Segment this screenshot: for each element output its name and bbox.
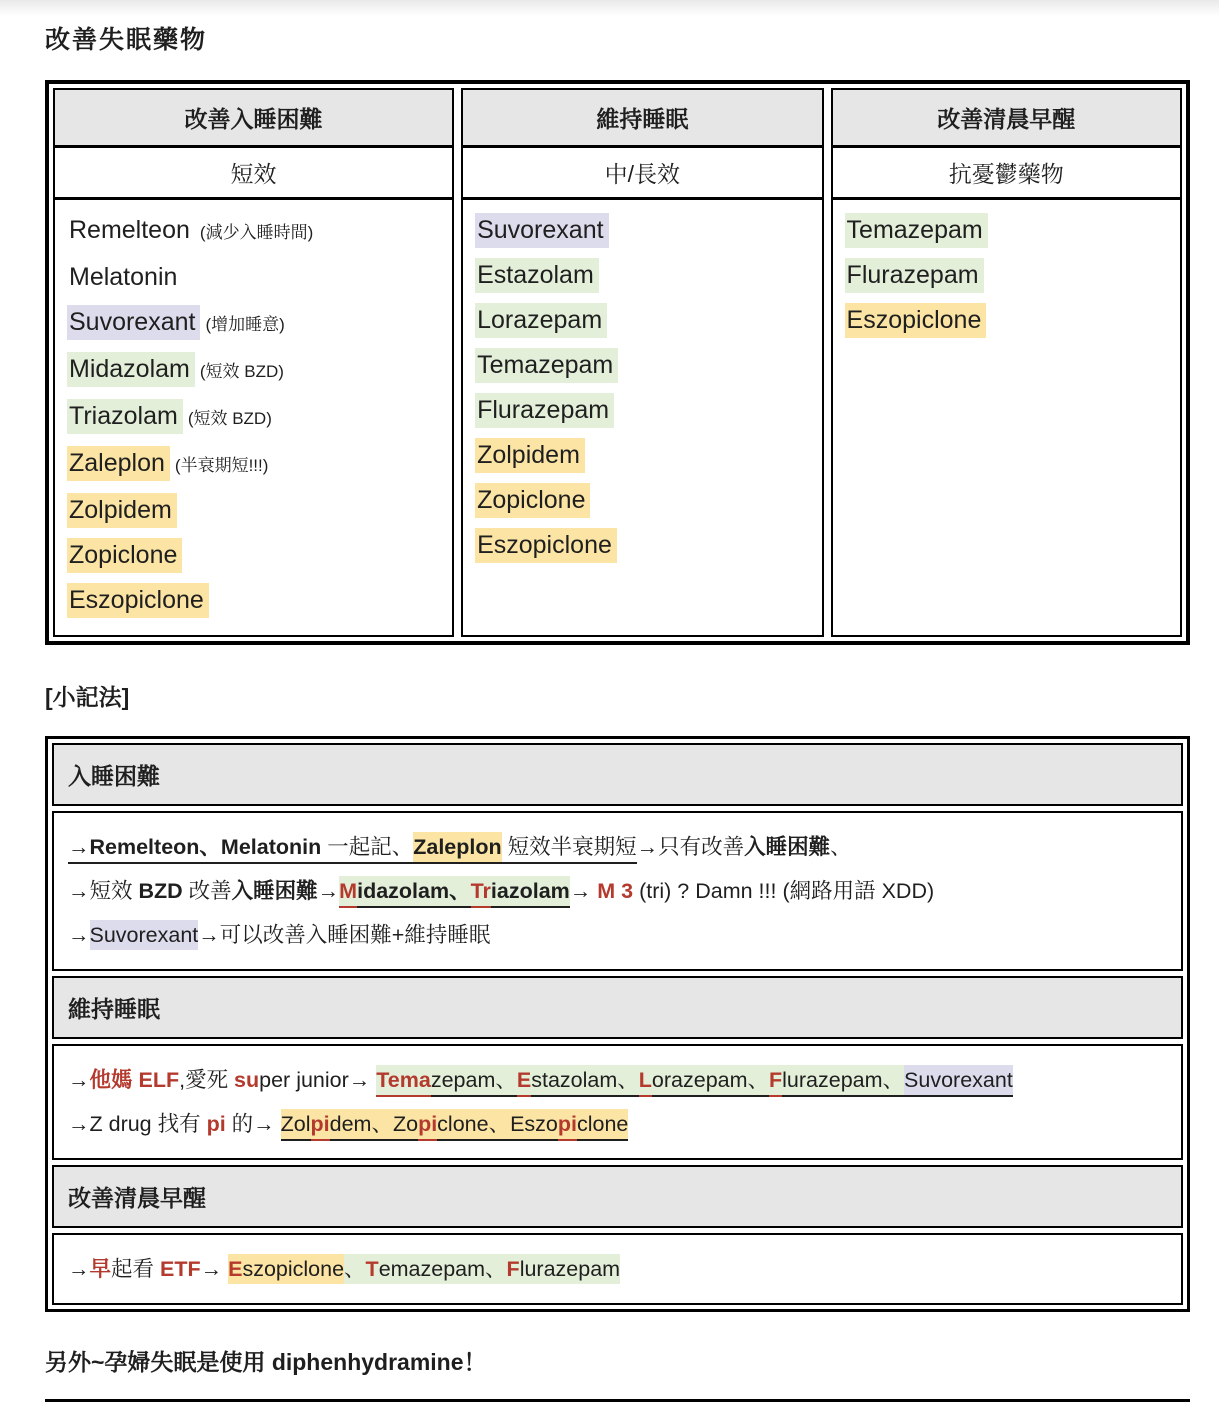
mnemonic-segment: F	[507, 1254, 520, 1284]
drug-item	[475, 523, 809, 568]
drug-name: Triazolam	[67, 399, 183, 434]
drug-name: Eszopiclone	[845, 303, 987, 338]
column-subheader: 中/長效	[463, 148, 821, 200]
drug-item	[67, 441, 440, 488]
drug-note: (半衰期短!!!)	[174, 456, 269, 475]
drug-name: Eszopiclone	[67, 583, 209, 618]
mnemonic-segment: Suvorexant	[90, 920, 199, 950]
drug-item	[845, 253, 1168, 298]
drug-name: Temazepam	[475, 348, 618, 383]
drug-column	[831, 88, 1182, 637]
mnemonic-segment: M 3	[597, 879, 634, 903]
mnemonic-segment: szopiclone	[242, 1254, 344, 1284]
mnemonic-segment: emazepam、	[379, 1254, 507, 1284]
mnemonic-segment: →	[317, 879, 340, 903]
drug-item	[67, 208, 440, 255]
mnemonic-segment: Remelteon、Melatonin	[90, 835, 322, 864]
drug-name: Zaleplon	[67, 446, 170, 481]
page-title: 改善失眠藥物	[45, 26, 208, 54]
mnemonic-line	[68, 1102, 1167, 1146]
drug-note: (增加睡意)	[205, 315, 285, 334]
mnemonic-segment: orazepam、	[652, 1065, 769, 1097]
mnemonic-segment: Tr	[471, 876, 491, 908]
drug-table	[45, 80, 1190, 645]
column-body	[833, 200, 1180, 635]
page-top-fade	[0, 0, 1219, 16]
mnemonic-segment: ETF	[160, 1257, 201, 1281]
mnemonic-segment: pi	[206, 1112, 226, 1136]
document-page	[0, 20, 1219, 1402]
drug-item	[475, 433, 809, 478]
drug-name: Zolpidem	[67, 493, 177, 528]
mnemonic-segment: L	[639, 1065, 652, 1097]
drug-item	[67, 533, 440, 578]
mnemonic-segment: Suvorexant	[904, 1065, 1013, 1097]
mnemonic-segment: clone、Eszo	[437, 1109, 558, 1141]
mnemonic-segment: 起看	[111, 1257, 160, 1281]
column-body	[463, 200, 821, 635]
drug-name: Zopiclone	[67, 538, 182, 573]
mnemonic-segment: →只有改善	[636, 835, 745, 859]
drug-column	[461, 88, 823, 637]
mnemonic-segment: Zol	[281, 1109, 311, 1141]
mnemonic-segment: dem、Zo	[330, 1109, 418, 1141]
mnemonic-section-content	[52, 1233, 1183, 1305]
mnemonic-segment: 、	[344, 1254, 366, 1284]
mnemonic-segment: Zaleplon	[413, 832, 501, 864]
mnemonic-segment: lurazepam	[520, 1254, 620, 1284]
mnemonic-segment: 入睡困難	[744, 835, 831, 859]
drug-name: Zopiclone	[475, 483, 590, 518]
drug-item	[475, 298, 809, 343]
drug-item	[475, 253, 809, 298]
mnemonic-segment: 入睡困難	[231, 879, 318, 903]
drug-name: Lorazepam	[475, 303, 607, 338]
mnemonic-segment: →	[68, 835, 90, 864]
drug-name: Midazolam	[67, 352, 195, 387]
column-subheader: 短效	[55, 148, 452, 200]
mnemonic-segment: →	[200, 1257, 229, 1281]
column-header: 改善入睡困難	[55, 90, 452, 148]
drug-item	[67, 255, 440, 300]
mnemonic-segment: →	[68, 1068, 90, 1092]
drug-name: Temazepam	[845, 213, 988, 248]
drug-name: Flurazepam	[845, 258, 984, 293]
drug-item	[67, 578, 440, 623]
mnemonic-segment: (tri) ? Damn !!! (網路用語 XDD)	[633, 879, 935, 903]
drug-item	[67, 394, 440, 441]
drug-item	[845, 298, 1168, 343]
mnemonic-segment: 短效半衰期短	[502, 835, 637, 864]
drug-item	[845, 208, 1168, 253]
mnemonic-segment: pi	[311, 1109, 330, 1141]
mnemonic-segment: 早	[89, 1257, 112, 1281]
mnemonic-segment: →Z drug 找有	[68, 1112, 207, 1136]
drug-item	[475, 343, 809, 388]
mnemonic-segment: M	[339, 876, 357, 908]
mnemonic-line	[68, 1247, 1167, 1291]
mnemonic-segment: su	[234, 1068, 260, 1092]
drug-name: Remelteon	[69, 216, 190, 244]
mnemonic-segment: BZD	[138, 879, 183, 903]
mnemonic-segment: F	[769, 1065, 782, 1097]
drug-item	[475, 388, 809, 433]
mnemonic-segment: per junior→	[259, 1068, 377, 1092]
column-body	[55, 200, 452, 635]
mnemonic-box	[45, 736, 1190, 1312]
drug-name: Melatonin	[69, 263, 178, 291]
mnemonic-segment: →	[569, 879, 598, 903]
drug-note: (減少入睡時間)	[199, 223, 314, 242]
mnemonic-segment: zepam、	[431, 1065, 517, 1097]
drug-item	[475, 478, 809, 523]
mnemonic-segment: clone	[577, 1109, 628, 1141]
mnemonic-segment: 改善	[182, 879, 232, 903]
drug-column	[53, 88, 454, 637]
drug-name: Zolpidem	[475, 438, 585, 473]
mnemonic-segment: lurazepam、	[782, 1065, 904, 1097]
drug-name: Suvorexant	[475, 213, 608, 248]
drug-note: (短效 BZD)	[187, 409, 272, 428]
mnemonic-line	[68, 1058, 1167, 1102]
drug-name: Estazolam	[475, 258, 599, 293]
mnemonic-segment: →	[68, 1257, 90, 1281]
mnemonic-segment: →可以改善入睡困難+維持睡眠	[198, 923, 491, 947]
mnemonic-section-content	[52, 1044, 1183, 1160]
mnemonic-segment: E	[517, 1065, 531, 1097]
mnemonic-segment: pi	[558, 1109, 577, 1141]
mnemonic-segment: Tema	[376, 1065, 431, 1097]
drug-name: Suvorexant	[67, 305, 200, 340]
mnemonic-segment: T	[366, 1254, 379, 1284]
mnemonic-segment: →短效	[68, 879, 139, 903]
mnemonic-segment: pi	[418, 1109, 437, 1141]
mnemonic-section-content	[52, 811, 1183, 971]
mnemonic-heading: [小記法]	[45, 684, 130, 710]
drug-item	[67, 300, 440, 347]
mnemonic-line	[68, 825, 1167, 869]
mnemonic-segment: ,愛死	[179, 1068, 235, 1092]
mnemonic-segment: 一起記、	[321, 835, 413, 864]
drug-item	[67, 347, 440, 394]
mnemonic-segment: 的→	[225, 1112, 281, 1136]
mnemonic-segment: idazolam、	[357, 876, 471, 908]
mnemonic-section-header: 維持睡眠	[52, 976, 1183, 1039]
footer-note: 另外~孕婦失眠是使用 diphenhydramine！	[45, 1349, 487, 1375]
mnemonic-segment: 、	[830, 835, 852, 859]
drug-item	[67, 488, 440, 533]
mnemonic-line	[68, 869, 1167, 913]
mnemonic-segment: 他媽 ELF	[89, 1068, 180, 1092]
column-header: 改善清晨早醒	[833, 90, 1180, 148]
mnemonic-section-header: 改善清晨早醒	[52, 1165, 1183, 1228]
mnemonic-segment: stazolam、	[531, 1065, 639, 1097]
drug-name: Eszopiclone	[475, 528, 617, 563]
drug-name: Flurazepam	[475, 393, 614, 428]
drug-note: (短效 BZD)	[199, 362, 284, 381]
column-subheader: 抗憂鬱藥物	[833, 148, 1180, 200]
mnemonic-segment: iazolam	[491, 876, 570, 908]
mnemonic-section-header: 入睡困難	[52, 743, 1183, 806]
column-header: 維持睡眠	[463, 90, 821, 148]
drug-item	[475, 208, 809, 253]
mnemonic-segment: →	[68, 923, 90, 947]
mnemonic-segment: E	[228, 1254, 242, 1284]
mnemonic-line	[68, 913, 1167, 957]
